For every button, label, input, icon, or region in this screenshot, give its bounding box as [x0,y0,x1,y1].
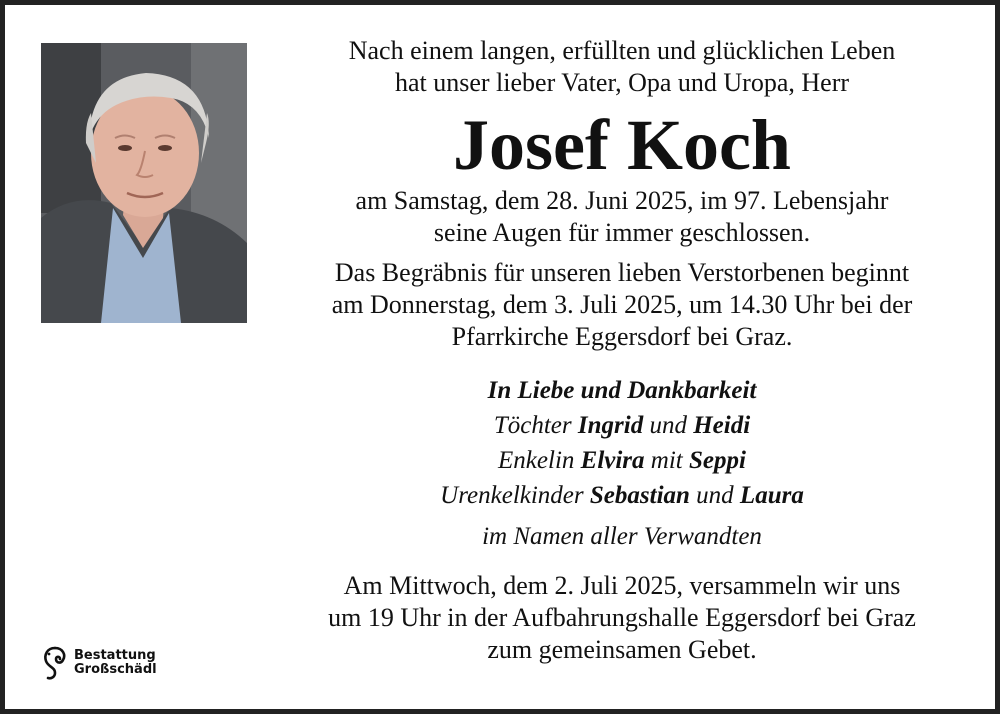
funeral-home-name [74,649,157,677]
great-grandchildren-conj: und [689,482,740,509]
prayer-line-2: um 19 Uhr in der Aufbahrungshalle Eggersdorf bei Graz [328,603,916,632]
daughters-prefix: Töchter [493,412,578,439]
mourners [267,373,977,513]
mourners-heading: In Liebe und Dankbarkeit [487,377,757,404]
grandchild-name-2: Seppi [689,447,746,474]
on-behalf: im Namen aller Verwandten [482,523,762,550]
funeral-home-logo [41,645,157,681]
obituary-text [267,35,977,666]
funeral-line-2: am Donnerstag, dem 3. Juli 2025, um 14.30 Uhr bei der [331,290,913,319]
prayer-line-3: zum gemeinsamen Gebet. [487,635,757,664]
prayer-notice [267,570,977,666]
daughters-conj: und [643,412,694,439]
grandchild-name-1: Elvira [580,447,645,474]
grandchildren-prefix: Enkelin [498,447,581,474]
funeral-home-line-1: Bestattung [74,648,156,663]
portrait-photo [41,43,247,323]
great-grandchildren-prefix: Urenkelkinder [440,482,590,509]
mourners-great-grandchildren [267,478,977,513]
death-line-2: seine Augen für immer geschlossen. [433,218,811,247]
great-grandchild-name-2: Laura [739,482,804,509]
deceased-name: Josef Koch [453,105,791,185]
funeral-line-1: Das Begräbnis für unseren lieben Verstorbenen beginnt [334,258,910,287]
dove-swirl-icon [41,645,69,681]
funeral-notice [267,257,977,353]
intro [267,35,977,99]
daughter-name-2: Heidi [693,412,751,439]
funeral-home-line-2: Großschädl [74,662,157,677]
great-grandchild-name-1: Sebastian [589,482,690,509]
mourners-daughters [267,408,977,443]
grandchildren-conj: mit [644,447,689,474]
mourners-grandchildren [267,443,977,478]
intro-line-2: hat unser lieber Vater, Opa und Uropa, Herr [394,68,850,97]
intro-line-1: Nach einem langen, erfüllten und glücklichen Leben [348,36,896,65]
daughter-name-1: Ingrid [577,412,644,439]
death-line-1: am Samstag, dem 28. Juni 2025, im 97. Lebensjahr [355,186,889,215]
funeral-line-3: Pfarrkirche Eggersdorf bei Graz. [451,322,793,351]
death-notice [267,185,977,249]
prayer-line-1: Am Mittwoch, dem 2. Juli 2025, versammeln wir uns [343,571,901,600]
portrait-image [41,43,247,323]
